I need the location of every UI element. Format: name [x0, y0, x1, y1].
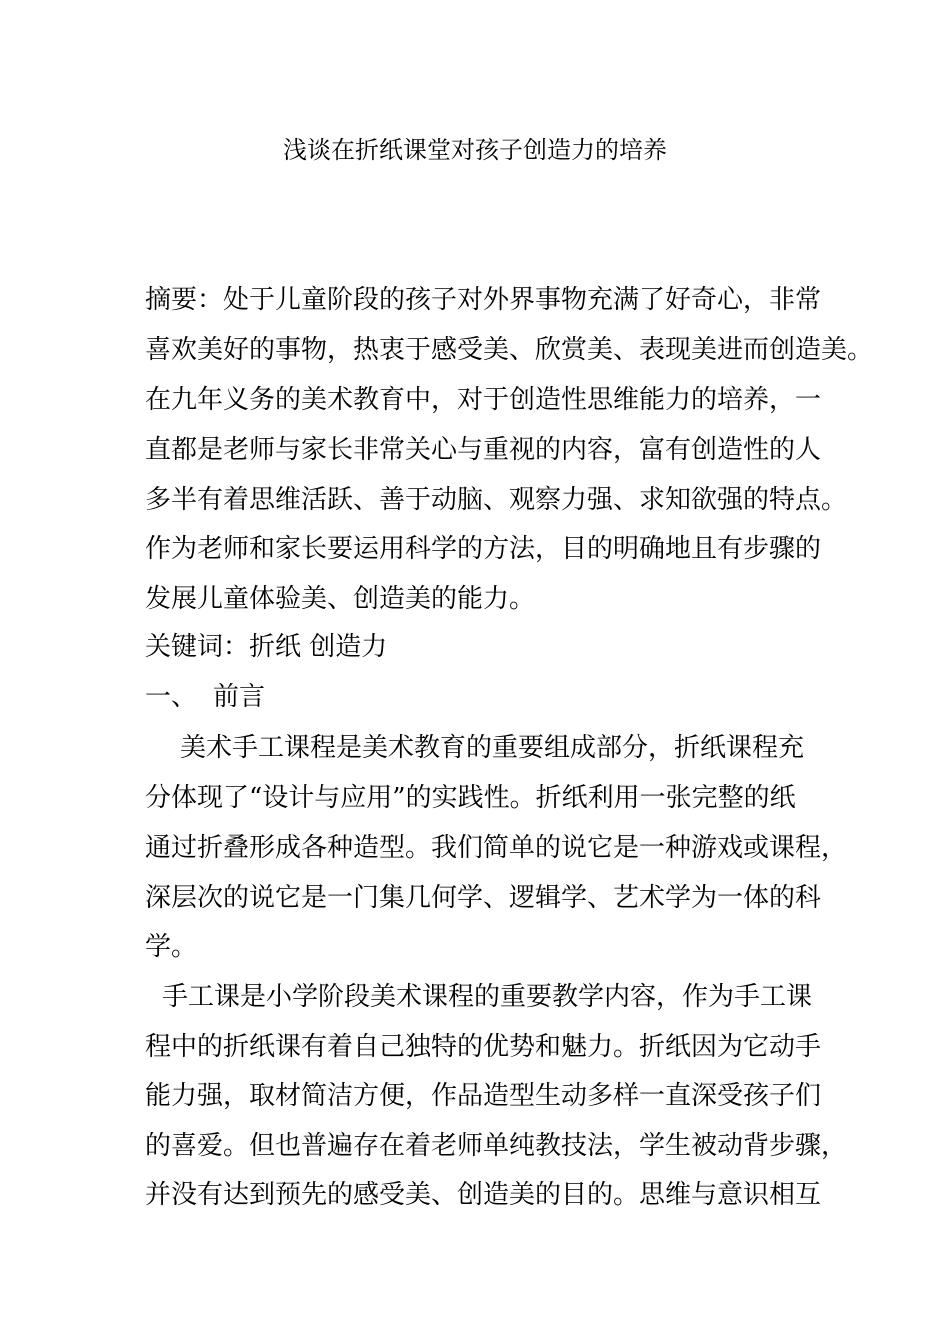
abstract-line: 多半有着思维活跃、善于动脑、观察力强、求知欲强的特点。	[145, 485, 848, 515]
paragraph-line: 能力强，取材简洁方便，作品造型生动多样一直深受孩子们	[145, 1081, 822, 1111]
paragraph-line: 程中的折纸课有着自己独特的优势和魅力。折纸因为它动手	[145, 1032, 822, 1062]
abstract-line: 喜欢美好的事物，热衷于感受美、欣赏美、表现美进而创造美。	[145, 335, 874, 365]
abstract-line: 作为老师和家长要运用科学的方法，目的明确地且有步骤的	[145, 534, 822, 564]
paragraph-line: 美术手工课程是美术教育的重要组成部分，折纸课程充	[180, 733, 805, 763]
paragraph-line: 深层次的说它是一门集几何学、逻辑学、艺术学为一体的科	[145, 883, 822, 913]
paragraph-line: 分体现了“设计与应用”的实践性。折纸利用一张完整的纸	[145, 783, 796, 813]
abstract-line: 摘要：处于儿童阶段的孩子对外界事物充满了好奇心，非常	[145, 285, 822, 315]
paragraph-line: 学。	[145, 932, 198, 962]
paragraph-line: 的喜爱。但也普遍存在着老师单纯教技法，学生被动背步骤，	[145, 1131, 848, 1161]
section-number: 一、	[145, 682, 198, 712]
paragraph-line: 通过折叠形成各种造型。我们简单的说它是一种游戏或课程，	[145, 833, 848, 863]
keywords-line: 关键词：折纸 创造力	[145, 632, 388, 662]
document-title: 浅谈在折纸课堂对孩子创造力的培养	[283, 136, 667, 164]
abstract-line: 发展儿童体验美、创造美的能力。	[145, 584, 536, 614]
paragraph-line: 手工课是小学阶段美术课程的重要教学内容，作为手工课	[162, 982, 813, 1012]
paragraph-line: 并没有达到预先的感受美、创造美的目的。思维与意识相互	[145, 1180, 822, 1210]
section-heading: 前言	[213, 682, 266, 712]
abstract-line: 在九年义务的美术教育中，对于创造性思维能力的培养，一	[145, 385, 822, 415]
abstract-line: 直都是老师与家长非常关心与重视的内容，富有创造性的人	[145, 435, 822, 465]
